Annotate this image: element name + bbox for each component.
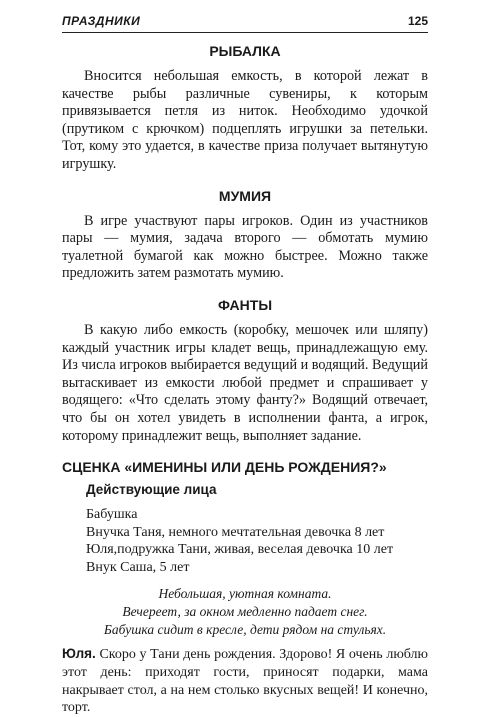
running-header	[62, 12, 428, 33]
stage-direction-line: Бабушка сидит в кресле, дети рядом на стульях.	[103, 622, 387, 638]
cast-item: Внук Саша, 5 лет	[86, 559, 190, 575]
section-title: МУМИЯ	[218, 187, 272, 204]
cast-item: Юля,подружка Тани, живая, веселая девочка 10 лет	[86, 542, 394, 558]
running-header-title: ПРАЗДНИКИ	[62, 14, 141, 28]
section-title: ФАНТЫ	[217, 296, 273, 313]
section-text: В какую либо емкость (коробку, мешочек или шляпу) каждый участник игры кладет вещь, принадлежащую ему. Из числа игроков выбирается ведущий и водящий. Ведущий вытаскивает из емкости любой предмет и спрашивает у водящего: «Что сделать этому фанту?» Водящий отвечает, что бы он хотел увидеть в исполнении фанта, а игрок, которому принадлежит вещь, выполняет задание.	[62, 321, 428, 444]
stage-direction-line: Небольшая, уютная комната.	[158, 586, 332, 602]
replica	[62, 645, 428, 716]
page-content	[62, 40, 428, 717]
section-text: Вносится небольшая емкость, в которой лежат в качестве рыбы различные сувениры, к которым привязывается петля из ниток. Необходимо удочкой (прутиком с крючком) подцеплять игрушки за петельки. Тот, кому это удается, в качестве приза получает вытянутую игрушку.	[62, 68, 428, 172]
replica-speaker: Юля.	[62, 646, 96, 662]
replica-text: Скоро у Тани день рождения. Здорово! Я очень люблю этот день: приходят гости, приносят подарки, мама накрывает стол, а на нем столько вкусных вещей! И конечно, торт.	[62, 647, 428, 716]
section-text: В игре участвуют пары игроков. Один из участников пары — мумия, задача второго — обмотать мумию туалетной бумагой как можно быстрее. Можно также предложить затем размотать мумию.	[62, 212, 428, 282]
page-number: 125	[407, 14, 428, 28]
stage-direction-line: Вечереет, за окном медленно падает снег.	[122, 604, 368, 620]
section-rybalka	[62, 42, 428, 174]
section-title: СЦЕНКА «ИМЕНИНЫ ИЛИ ДЕНЬ РОЖДЕНИЯ?»	[62, 459, 387, 476]
cast-item: Бабушка	[86, 507, 138, 523]
section-title: РЫБАЛКА	[209, 43, 281, 59]
section-mumia	[62, 187, 428, 283]
section-fanty	[62, 296, 428, 445]
cast-list	[62, 506, 428, 576]
cast-item: Внучка Таня, немного мечтательная девочка 8 лет	[86, 524, 385, 540]
section-scene	[62, 458, 428, 717]
stage-directions	[62, 585, 428, 639]
cast-title: Действующие лица	[86, 482, 217, 498]
